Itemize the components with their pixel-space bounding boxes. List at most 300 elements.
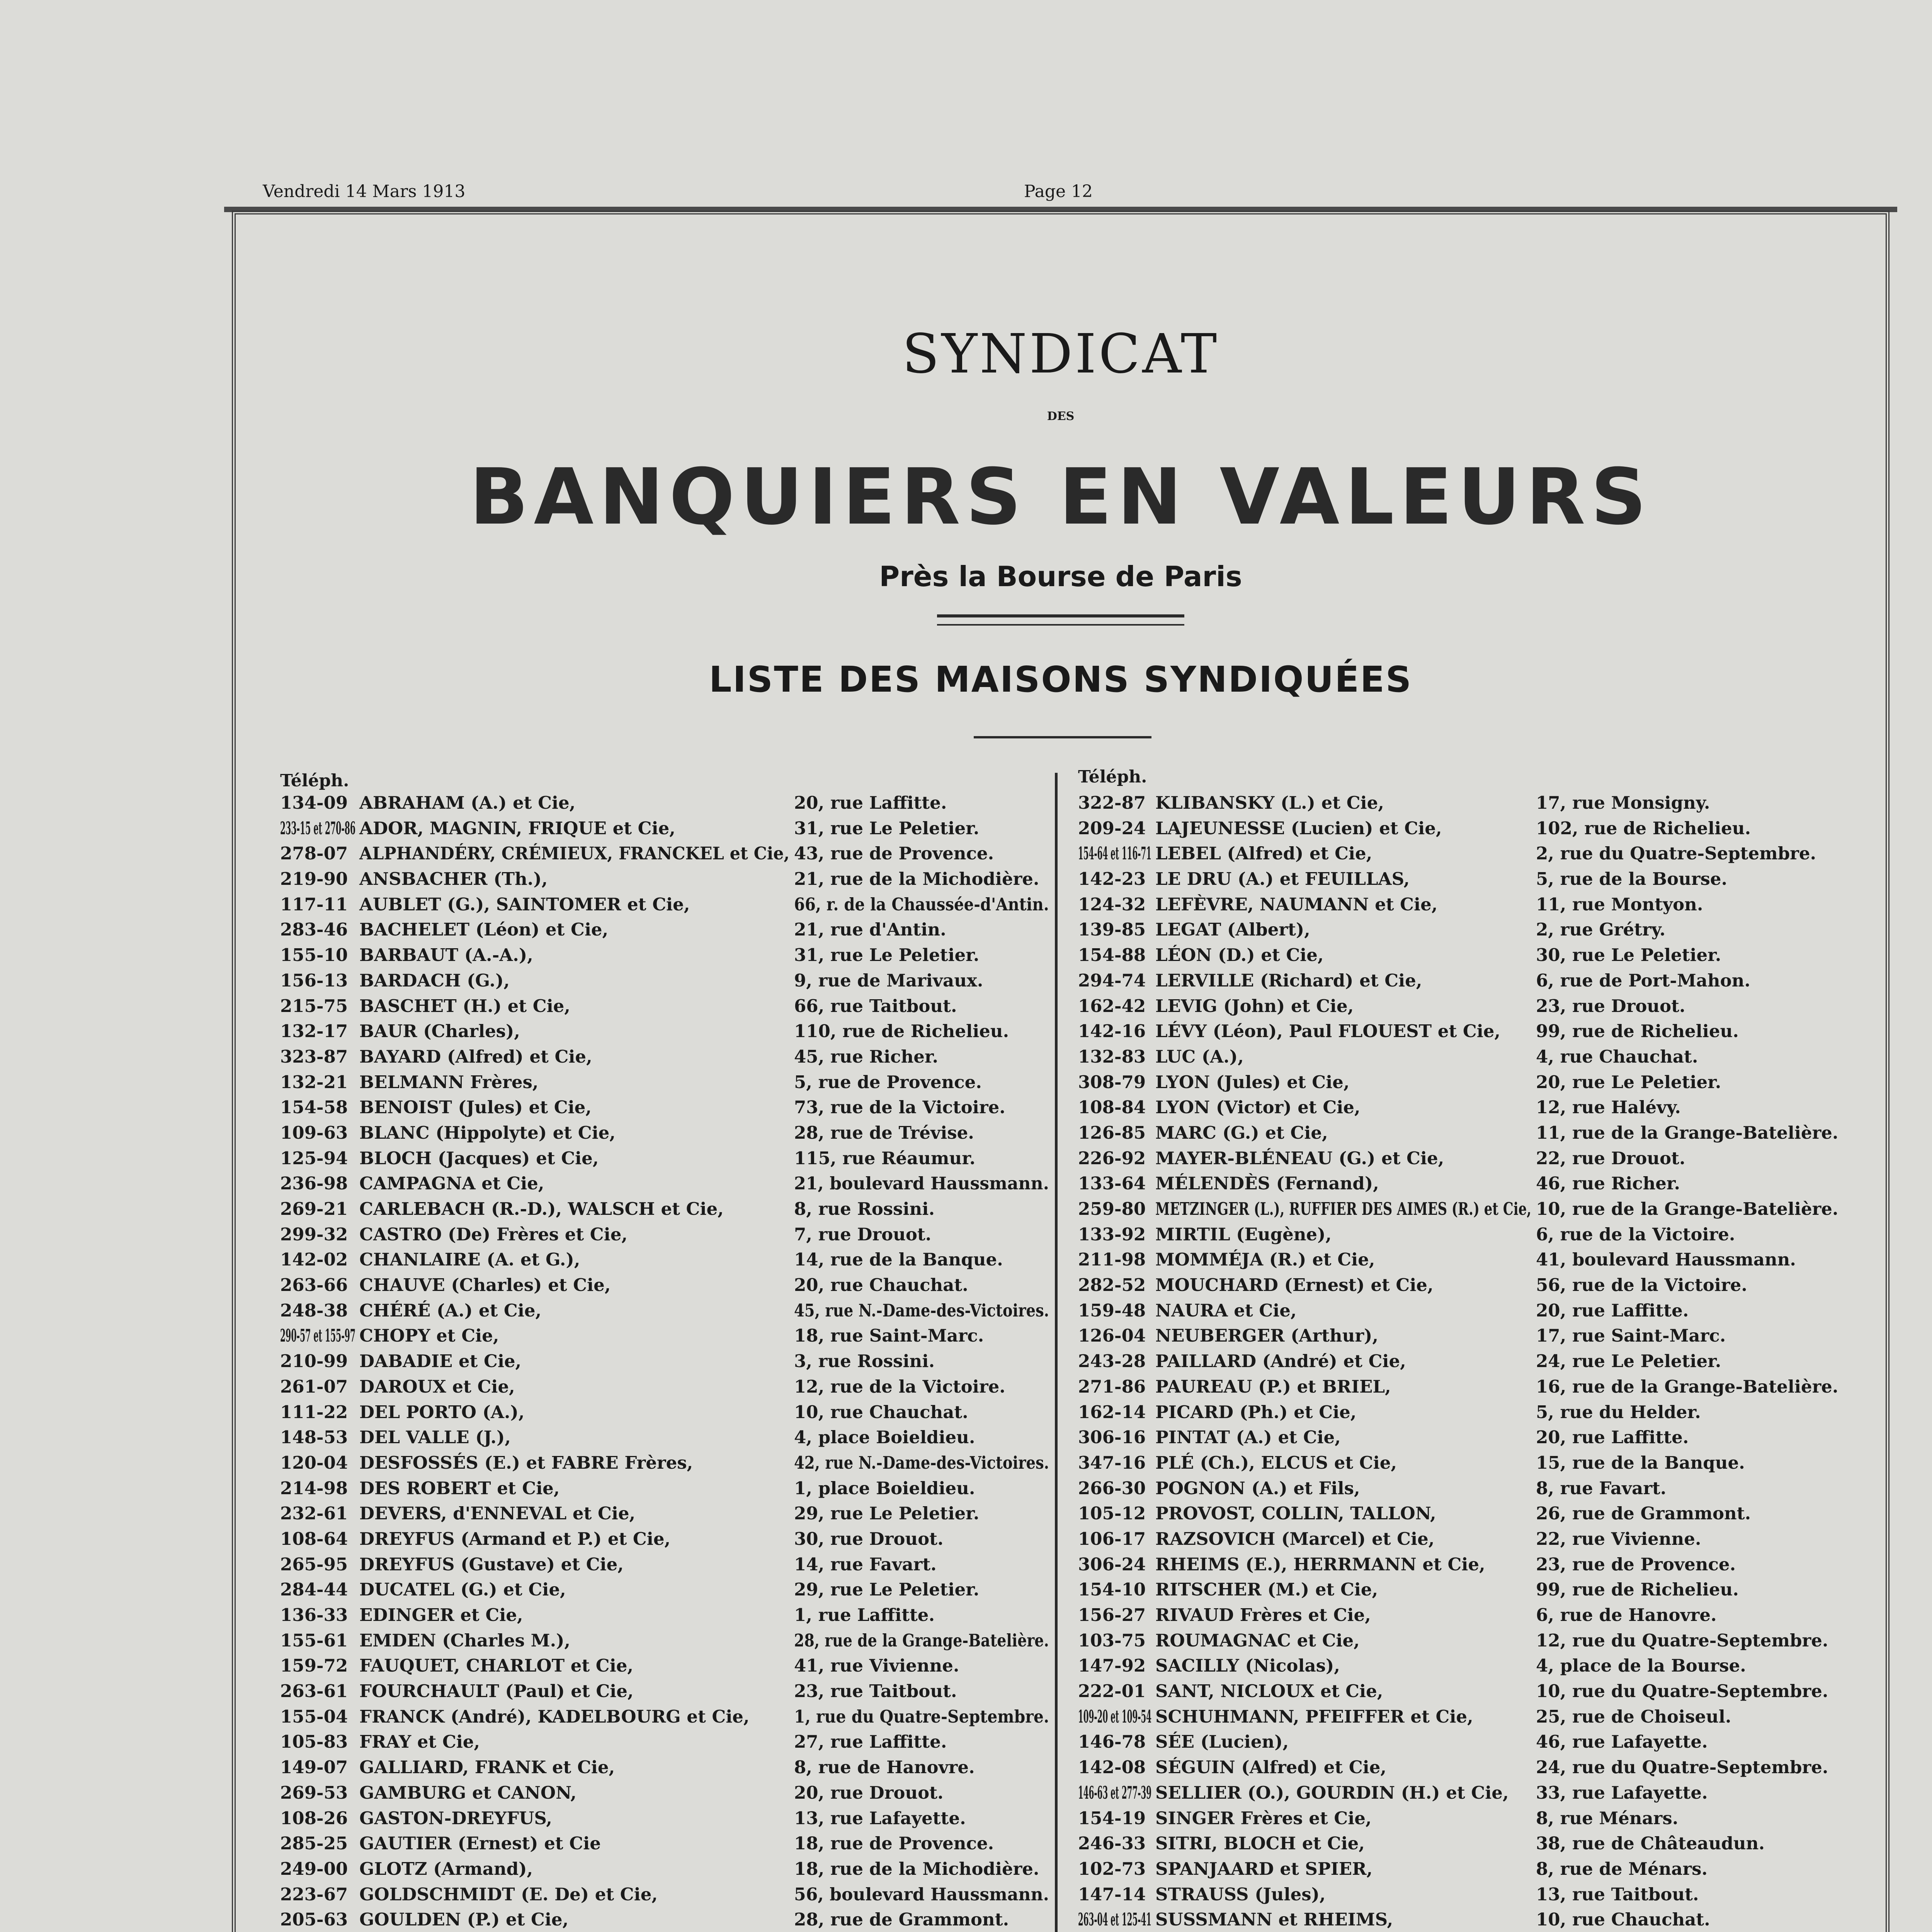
phone-number: 154-88 [1078, 945, 1146, 966]
list-item [280, 1019, 1049, 1044]
phone-number: 271-86 [1078, 1376, 1146, 1397]
list-item [280, 1679, 1049, 1704]
firm-address: 45, rue Richer. [794, 1046, 939, 1067]
firm-address: 30, rue Drouot. [794, 1528, 944, 1549]
list-item [1078, 1653, 1862, 1679]
firm-address: 99, rue de Richelieu. [1536, 1021, 1739, 1042]
column-header-teleph: Téléph. [280, 771, 349, 791]
phone-number: 111-22 [280, 1401, 348, 1422]
firm-name: NEUBERGER (Arthur), [1155, 1325, 1379, 1346]
firm-address: 1, rue du Quatre-Septembre. [794, 1706, 1049, 1727]
list-item [280, 1882, 1049, 1907]
list-item [280, 1298, 1049, 1323]
firm-address: 12, rue Halévy. [1536, 1097, 1681, 1118]
phone-number: 266-30 [1078, 1478, 1146, 1498]
firm-address: 13, rue Lafayette. [794, 1808, 966, 1828]
firm-name: SÉE (Lucien), [1155, 1731, 1289, 1752]
list-item [1078, 968, 1862, 993]
list-item [1078, 1247, 1862, 1272]
list-item [1078, 892, 1862, 917]
firm-name: LE DRU (A.) et FEUILLAS, [1155, 869, 1410, 889]
phone-number: 133-92 [1078, 1224, 1146, 1245]
phone-number: 147-92 [1078, 1655, 1146, 1676]
firm-name: DUCATEL (G.) et Cie, [359, 1579, 566, 1600]
phone-number: 132-17 [280, 1021, 348, 1042]
firm-name: BAUR (Charles), [359, 1021, 520, 1042]
phone-number: 126-04 [1078, 1325, 1146, 1346]
list-item [1078, 1476, 1862, 1501]
firm-address: 20, rue Laffitte. [1536, 1427, 1689, 1448]
firm-address: 28, rue de la Grange-Batelière. [794, 1630, 1049, 1651]
firm-address: 15, rue de la Banque. [1536, 1452, 1745, 1473]
running-header-page: Page 12 [1024, 182, 1093, 201]
phone-number: 265-95 [280, 1554, 348, 1575]
list-item [1078, 1196, 1862, 1222]
firm-name: STRAUSS (Jules), [1155, 1884, 1326, 1905]
firm-name: SITRI, BLOCH et Cie, [1155, 1833, 1365, 1854]
firm-address: 45, rue N.-Dame-des-Victoires. [794, 1300, 1049, 1321]
firm-address: 41, rue Vivienne. [794, 1655, 959, 1676]
list-item [1078, 1729, 1862, 1755]
phone-number: 105-83 [280, 1731, 348, 1752]
list-item [1078, 1425, 1862, 1450]
list-item [1078, 1400, 1862, 1425]
list-item [1078, 1146, 1862, 1171]
phone-number: 142-02 [280, 1249, 348, 1270]
firm-name: LÉVY (Léon), Paul FLOUEST et Cie, [1155, 1021, 1501, 1042]
firm-address: 38, rue de Châteaudun. [1536, 1833, 1765, 1854]
list-item [1078, 917, 1862, 942]
firm-address: 11, rue Montyon. [1536, 894, 1703, 915]
firm-name: SANT, NICLOUX et Cie, [1155, 1681, 1383, 1702]
list-item [1078, 1577, 1862, 1602]
list-item [280, 993, 1049, 1019]
firm-name: CHANLAIRE (A. et G.), [359, 1249, 580, 1270]
list-item [280, 942, 1049, 968]
phone-number: 278-07 [280, 843, 348, 864]
phone-number: 155-04 [280, 1706, 348, 1727]
phone-number: 233-15 et 270-86 [280, 818, 356, 838]
phone-number: 263-61 [280, 1681, 348, 1702]
firm-name: SINGER Frères et Cie, [1155, 1808, 1372, 1828]
firm-address: 29, rue Le Peletier. [794, 1503, 980, 1524]
list-item [1078, 1222, 1862, 1247]
firm-address: 41, boulevard Haussmann. [1536, 1249, 1796, 1270]
firm-name: SCHUHMANN, PFEIFFER et Cie, [1155, 1706, 1473, 1727]
firm-address: 31, rue Le Peletier. [794, 818, 980, 838]
list-item [280, 917, 1049, 942]
phone-number: 162-42 [1078, 995, 1146, 1016]
phone-number: 108-84 [1078, 1097, 1146, 1118]
firm-name: FOURCHAULT (Paul) et Cie, [359, 1681, 634, 1702]
firm-address: 66, rue Taitbout. [794, 995, 957, 1016]
heading-des: DES [1047, 410, 1075, 423]
firm-address: 17, rue Monsigny. [1536, 793, 1710, 813]
firm-name: MOMMÉJA (R.) et Cie, [1155, 1249, 1375, 1270]
phone-number: 236-98 [280, 1173, 348, 1194]
list-item [1078, 1704, 1862, 1730]
firm-name: SACILLY (Nicolas), [1155, 1655, 1340, 1676]
firm-address: 20, rue Chauchat. [794, 1275, 968, 1296]
firm-address: 13, rue Taitbout. [1536, 1884, 1699, 1905]
phone-number: 214-98 [280, 1478, 348, 1498]
firm-address: 27, rue Laffitte. [794, 1731, 947, 1752]
firm-name: MAYER-BLÉNEAU (G.) et Cie, [1155, 1148, 1444, 1168]
phone-number: 106-17 [1078, 1528, 1146, 1549]
list-item [1078, 1856, 1862, 1882]
firm-address: 8, rue Ménars. [1536, 1808, 1679, 1828]
firm-name: EDINGER et Cie, [359, 1605, 523, 1625]
firm-name: DREYFUS (Armand et P.) et Cie, [359, 1528, 671, 1549]
phone-number: 154-10 [1078, 1579, 1146, 1600]
list-item [280, 1780, 1049, 1806]
phone-number: 103-75 [1078, 1630, 1146, 1651]
phone-number: 249-00 [280, 1858, 348, 1879]
phone-number: 261-07 [280, 1376, 348, 1397]
list-item [280, 892, 1049, 917]
firm-address: 23, rue de Provence. [1536, 1554, 1736, 1575]
firm-address: 26, rue de Grammont. [1536, 1503, 1751, 1524]
firm-address: 43, rue de Provence. [794, 843, 994, 864]
phone-number: 294-74 [1078, 970, 1146, 991]
phone-number: 109-63 [280, 1122, 348, 1143]
list-item [1078, 1019, 1862, 1044]
list-item [280, 1501, 1049, 1526]
firm-address: 18, rue de la Michodière. [794, 1858, 1039, 1879]
firm-address: 12, rue du Quatre-Septembre. [1536, 1630, 1828, 1651]
list-item [280, 1526, 1049, 1552]
list-item [1078, 1349, 1862, 1374]
phone-number: 215-75 [280, 995, 348, 1016]
firm-address: 31, rue Le Peletier. [794, 945, 980, 966]
member-list-right [1078, 790, 1862, 1932]
firm-address: 46, rue Lafayette. [1536, 1731, 1708, 1752]
member-list-left [280, 790, 1049, 1932]
firm-name: NAURA et Cie, [1155, 1300, 1297, 1321]
list-item [280, 1044, 1049, 1070]
phone-number: 209-24 [1078, 818, 1146, 838]
phone-number: 211-98 [1078, 1249, 1146, 1270]
firm-address: 8, rue Favart. [1536, 1478, 1667, 1498]
phone-number: 109-20 et 109-54 [1078, 1706, 1152, 1727]
firm-address: 28, rue de Grammont. [794, 1909, 1009, 1930]
phone-number: 134-09 [280, 793, 348, 813]
firm-address: 42, rue N.-Dame-des-Victoires. [794, 1452, 1049, 1473]
list-item [1078, 1552, 1862, 1577]
firm-name: LEGAT (Albert), [1155, 919, 1310, 940]
list-item [280, 841, 1049, 866]
phone-number: 117-11 [280, 894, 348, 915]
list-item [1078, 841, 1862, 866]
firm-address: 18, rue de Provence. [794, 1833, 994, 1854]
firm-address: 66, r. de la Chaussée-d'Antin. [794, 894, 1049, 915]
list-item [1078, 1679, 1862, 1704]
firm-name: CHÉRÉ (A.) et Cie, [359, 1300, 542, 1321]
list-item [280, 1323, 1049, 1349]
phone-number: 155-10 [280, 945, 348, 966]
firm-name: LAJEUNESSE (Lucien) et Cie, [1155, 818, 1442, 838]
phone-number: 285-25 [280, 1833, 348, 1854]
firm-name: DREYFUS (Gustave) et Cie, [359, 1554, 624, 1575]
list-item [1078, 1171, 1862, 1196]
phone-number: 133-64 [1078, 1173, 1146, 1194]
firm-address: 33, rue Lafayette. [1536, 1782, 1708, 1803]
phone-number: 232-61 [280, 1503, 348, 1524]
phone-number: 132-83 [1078, 1046, 1146, 1067]
firm-address: 23, rue Taitbout. [794, 1681, 957, 1702]
firm-address: 12, rue de la Victoire. [794, 1376, 1005, 1397]
firm-address: 29, rue Le Peletier. [794, 1579, 980, 1600]
firm-address: 4, rue Chauchat. [1536, 1046, 1698, 1067]
firm-address: 16, rue de la Grange-Batelière. [1536, 1376, 1838, 1397]
firm-name: FRAY et Cie, [359, 1731, 480, 1752]
list-item [1078, 1755, 1862, 1780]
list-item [1078, 1501, 1862, 1526]
phone-number: 248-38 [280, 1300, 348, 1321]
firm-address: 20, rue Le Peletier. [1536, 1071, 1721, 1092]
list-item [280, 1602, 1049, 1628]
firm-address: 6, rue de Port-Mahon. [1536, 970, 1751, 991]
firm-name: FRANCK (André), KADELBOURG et Cie, [359, 1706, 750, 1727]
firm-name: BAYARD (Alfred) et Cie, [359, 1046, 592, 1067]
phone-number: 154-58 [280, 1097, 348, 1118]
list-item [1078, 942, 1862, 968]
firm-name: LYON (Jules) et Cie, [1155, 1071, 1350, 1092]
phone-number: 243-28 [1078, 1351, 1146, 1372]
divider-rule [937, 624, 1184, 626]
firm-address: 10, rue du Quatre-Septembre. [1536, 1681, 1828, 1702]
firm-name: EMDEN (Charles M.), [359, 1630, 571, 1651]
list-item [280, 1755, 1049, 1780]
phone-number: 139-85 [1078, 919, 1146, 940]
phone-number: 156-27 [1078, 1605, 1146, 1625]
firm-name: CAMPAGNA et Cie, [359, 1173, 544, 1194]
firm-address: 2, rue Grétry. [1536, 919, 1666, 940]
phone-number: 125-94 [280, 1148, 348, 1168]
list-item [280, 1146, 1049, 1171]
list-item [280, 790, 1049, 816]
list-item [1078, 1882, 1862, 1907]
list-item [280, 1272, 1049, 1298]
firm-address: 20, rue Laffitte. [1536, 1300, 1689, 1321]
list-item [1078, 1602, 1862, 1628]
list-item [1078, 1526, 1862, 1552]
firm-name: LYON (Victor) et Cie, [1155, 1097, 1361, 1118]
phone-number: 149-07 [280, 1757, 348, 1778]
list-item [1078, 816, 1862, 841]
firm-name: BLANC (Hippolyte) et Cie, [359, 1122, 616, 1143]
firm-name: FAUQUET, CHARLOT et Cie, [359, 1655, 634, 1676]
phone-number: 259-80 [1078, 1199, 1146, 1219]
list-item [280, 1450, 1049, 1476]
running-header-date: Vendredi 14 Mars 1913 [263, 182, 466, 201]
firm-name: RIVAUD Frères et Cie, [1155, 1605, 1371, 1625]
phone-number: 108-26 [280, 1808, 348, 1828]
firm-name: DEL VALLE (J.), [359, 1427, 511, 1448]
firm-address: 10, rue Chauchat. [1536, 1909, 1710, 1930]
firm-name: GOLDSCHMIDT (E. De) et Cie, [359, 1884, 658, 1905]
firm-name: MIRTIL (Eugène), [1155, 1224, 1332, 1245]
list-item [1078, 1070, 1862, 1095]
firm-address: 24, rue du Quatre-Septembre. [1536, 1757, 1828, 1778]
list-item [1078, 1450, 1862, 1476]
firm-address: 11, rue de la Grange-Batelière. [1536, 1122, 1838, 1143]
phone-number: 142-08 [1078, 1757, 1146, 1778]
firm-address: 115, rue Réaumur. [794, 1148, 976, 1168]
phone-number: 299-32 [280, 1224, 348, 1245]
firm-name: AUBLET (G.), SAINTOMER et Cie, [359, 894, 690, 915]
firm-address: 21, rue d'Antin. [794, 919, 946, 940]
firm-name: SÉGUIN (Alfred) et Cie, [1155, 1757, 1387, 1778]
phone-number: 148-53 [280, 1427, 348, 1448]
firm-name: BENOIST (Jules) et Cie, [359, 1097, 592, 1118]
phone-number: 306-24 [1078, 1554, 1146, 1575]
firm-name: PLÉ (Ch.), ELCUS et Cie, [1155, 1452, 1397, 1473]
firm-name: LEBEL (Alfred) et Cie, [1155, 843, 1372, 864]
phone-number: 284-44 [280, 1579, 348, 1600]
list-item [1078, 1628, 1862, 1653]
firm-address: 21, rue de la Michodière. [794, 869, 1039, 889]
phone-number: 246-33 [1078, 1833, 1146, 1854]
phone-number: 159-72 [280, 1655, 348, 1676]
list-item [1078, 1120, 1862, 1146]
firm-address: 5, rue de Provence. [794, 1071, 982, 1092]
firm-name: CHAUVE (Charles) et Cie, [359, 1275, 611, 1296]
firm-address: 5, rue du Helder. [1536, 1401, 1701, 1422]
firm-address: 14, rue de la Banque. [794, 1249, 1003, 1270]
firm-address: 9, rue de Marivaux. [794, 970, 983, 991]
firm-name: PICARD (Ph.) et Cie, [1155, 1401, 1357, 1422]
list-item [1078, 1831, 1862, 1856]
list-item [280, 1400, 1049, 1425]
list-item [280, 1907, 1049, 1932]
firm-address: 2, rue du Quatre-Septembre. [1536, 843, 1816, 864]
list-item [280, 1653, 1049, 1679]
firm-address: 30, rue Le Peletier. [1536, 945, 1721, 966]
firm-name: PAILLARD (André) et Cie, [1155, 1351, 1406, 1372]
firm-name: SUSSMANN et RHEIMS, [1155, 1909, 1393, 1930]
firm-name: PAUREAU (P.) et BRIEL, [1155, 1376, 1391, 1397]
list-item [280, 1425, 1049, 1450]
firm-address: 3, rue Rossini. [794, 1351, 935, 1372]
list-item [280, 1120, 1049, 1146]
firm-address: 17, rue Saint-Marc. [1536, 1325, 1726, 1346]
phone-number: 146-78 [1078, 1731, 1146, 1752]
firm-address: 56, rue de la Victoire. [1536, 1275, 1747, 1296]
heading-pres-bourse: Près la Bourse de Paris [879, 560, 1242, 593]
firm-address: 25, rue de Choiseul. [1536, 1706, 1731, 1727]
phone-number: 105-12 [1078, 1503, 1146, 1524]
list-item [1078, 993, 1862, 1019]
firm-name: ROUMAGNAC et Cie, [1155, 1630, 1360, 1651]
list-item [280, 1349, 1049, 1374]
firm-name: BACHELET (Léon) et Cie, [359, 919, 609, 940]
list-item [1078, 1298, 1862, 1323]
firm-address: 8, rue Rossini. [794, 1199, 935, 1219]
firm-name: DESFOSSÉS (E.) et FABRE Frères, [359, 1452, 693, 1473]
firm-name: ABRAHAM (A.) et Cie, [359, 793, 576, 813]
list-item [280, 1856, 1049, 1882]
phone-number: 108-64 [280, 1528, 348, 1549]
firm-name: LEVIG (John) et Cie, [1155, 995, 1354, 1016]
phone-number: 126-85 [1078, 1122, 1146, 1143]
firm-address: 1, rue Laffitte. [794, 1605, 935, 1625]
firm-name: CARLEBACH (R.-D.), WALSCH et Cie, [359, 1199, 724, 1219]
phone-number: 222-01 [1078, 1681, 1146, 1702]
phone-number: 146-63 et 277-39 [1078, 1782, 1152, 1803]
phone-number: 210-99 [280, 1351, 348, 1372]
phone-number: 269-53 [280, 1782, 348, 1803]
firm-name: DAROUX et Cie, [359, 1376, 515, 1397]
list-item [1078, 790, 1862, 816]
list-item [280, 1247, 1049, 1272]
phone-number: 156-13 [280, 970, 348, 991]
list-item [280, 1374, 1049, 1400]
list-item [280, 1196, 1049, 1222]
firm-address: 99, rue de Richelieu. [1536, 1579, 1739, 1600]
firm-name: MARC (G.) et Cie, [1155, 1122, 1328, 1143]
list-item [1078, 1044, 1862, 1070]
list-item [280, 1476, 1049, 1501]
firm-address: 8, rue de Ménars. [1536, 1858, 1708, 1879]
firm-address: 102, rue de Richelieu. [1536, 818, 1751, 838]
list-item [1078, 866, 1862, 892]
phone-number: 155-61 [280, 1630, 348, 1651]
phone-number: 142-23 [1078, 869, 1146, 889]
heading-liste: LISTE DES MAISONS SYNDIQUÉES [709, 659, 1413, 700]
list-item [280, 1806, 1049, 1831]
firm-name: GOULDEN (P.) et Cie, [359, 1909, 569, 1930]
phone-number: 322-87 [1078, 793, 1146, 813]
list-item [280, 1171, 1049, 1196]
firm-name: DABADIE et Cie, [359, 1351, 522, 1372]
firm-address: 4, place Boieldieu. [794, 1427, 975, 1448]
phone-number: 282-52 [1078, 1275, 1146, 1296]
firm-address: 5, rue de la Bourse. [1536, 869, 1728, 889]
list-item [280, 1831, 1049, 1856]
phone-number: 124-32 [1078, 894, 1146, 915]
list-item [1078, 1272, 1862, 1298]
divider-rule [974, 736, 1151, 738]
firm-address: 20, rue Laffitte. [794, 793, 947, 813]
firm-name: DES ROBERT et Cie, [359, 1478, 560, 1498]
firm-name: LEFÈVRE, NAUMANN et Cie, [1155, 894, 1438, 915]
firm-name: ANSBACHER (Th.), [359, 869, 548, 889]
list-item [280, 1577, 1049, 1602]
phone-number: 120-04 [280, 1452, 348, 1473]
list-item [280, 1729, 1049, 1755]
firm-name: LÉON (D.) et Cie, [1155, 945, 1324, 966]
firm-name: SPANJAARD et SPIER, [1155, 1858, 1373, 1879]
firm-name: GAMBURG et CANON, [359, 1782, 577, 1803]
list-item [1078, 1374, 1862, 1400]
firm-name: MÉLENDÈS (Fernand), [1155, 1173, 1379, 1194]
firm-address: 6, rue de la Victoire. [1536, 1224, 1735, 1245]
list-item [280, 866, 1049, 892]
firm-name: ADOR, MAGNIN, FRIQUE et Cie, [359, 818, 675, 838]
phone-number: 142-16 [1078, 1021, 1146, 1042]
phone-number: 162-14 [1078, 1401, 1146, 1422]
phone-number: 263-04 et 125-41 [1078, 1909, 1152, 1930]
phone-number: 205-63 [280, 1909, 348, 1930]
firm-address: 10, rue de la Grange-Batelière. [1536, 1199, 1838, 1219]
list-item [1078, 1907, 1862, 1932]
firm-name: LERVILLE (Richard) et Cie, [1155, 970, 1422, 991]
firm-name: GASTON-DREYFUS, [359, 1808, 552, 1828]
list-item [1078, 1806, 1862, 1831]
firm-name: BLOCH (Jacques) et Cie, [359, 1148, 599, 1168]
firm-name: PROVOST, COLLIN, TALLON, [1155, 1503, 1436, 1524]
